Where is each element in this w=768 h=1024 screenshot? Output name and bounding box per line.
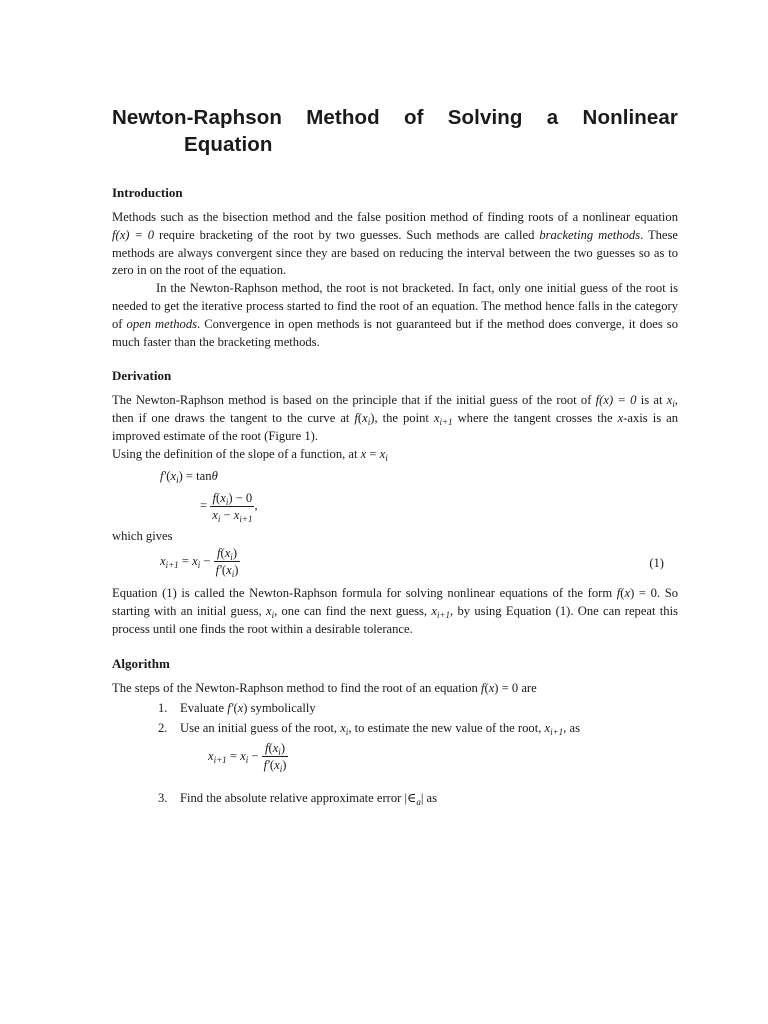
which-gives-label: which gives (112, 528, 173, 543)
derivation-paragraph-1: The Newton-Raphson method is based on the principle that if the initial guess of the root of f(x) = 0 is at $x_i$, then if one draws the tangent to the curve at $f(x_i)$, the point $x_{i+1}$ where the tangent crosses the x-axis is an improved estimate of the root (Figure 1). (112, 393, 678, 443)
slope-equation: $f'(x_i) = \tan\theta$ (160, 468, 218, 485)
newton-raphson-formula: $x_{i+1} = x_i$ − $\frac{f(x_i)}{f'(x_i)}$ (1) (160, 546, 664, 580)
equation-f-x-zero: f(x) = 0 (112, 227, 155, 242)
algorithm-intro: The steps of the Newton-Raphson method to find the root of an equation f(x) = 0 are (112, 680, 537, 695)
document-page (112, 104, 678, 808)
list-item: 3. Find the absolute relative approximate error $|\in_a|$ as (158, 791, 438, 808)
title-line-1: Newton-Raphson Method of Solving a Nonlinear (112, 106, 678, 129)
derivation-paragraph-2: Using the definition of the slope of a function, at $x = x_i$ (112, 446, 388, 463)
step-2-formula: $x_{i+1} = x_i$ − $\frac{f(x_i)}{f'(x_i)}$ (208, 741, 287, 775)
algorithm-steps-continued (112, 790, 678, 808)
derivation-heading: Derivation (112, 368, 172, 384)
equation-number: (1) (649, 556, 664, 571)
intro-paragraph-2: In the Newton-Raphson method, the root is not bracketed. In fact, only one initial guess of the root is needed to get the iterative process started to find the root of an equation. The method hence falls in the category of open methods. Convergence in open methods is not guaranteed but if the method does converge, it does so much faster than the bracketing methods. (112, 281, 678, 349)
title-line-2: Equation (184, 133, 273, 156)
derivation-paragraph-3: Equation (1) is called the Newton-Raphson formula for solving nonlinear equations of the form f(x) = 0. So starting with an initial guess, $x_i$, one can find the next guess, $x_{i+1}$, by using Equation (1). One can repeat this process until one finds the root within a desirable tolerance. (112, 586, 678, 636)
page-title (112, 104, 678, 158)
bracketing-methods-term: bracketing methods (539, 227, 641, 242)
open-methods-term: open methods (126, 316, 198, 331)
list-item: 1. Evaluate f′(x) symbolically (158, 700, 316, 715)
introduction-heading: Introduction (112, 185, 183, 200)
intro-paragraph-1: Methods such as the bisection method and the false position method of finding roots of a nonlinear equation f(x) = 0 require bracketing of the root by two guesses. Such methods are called bracketing methods. These methods are always convergent since they are based on reducing the interval between the two guesses so as to zero in on the root of the equation. (112, 210, 679, 278)
algorithm-heading: Algorithm (112, 655, 170, 671)
equation-f-x-zero: f(x) = 0 (595, 393, 637, 408)
algorithm-steps (112, 700, 678, 739)
slope-fraction-equation: = $\frac{f(x_i) - 0}{x_i - x_{i+1}}$ , (200, 490, 258, 524)
list-item: 2. Use an initial guess of the root, $x_i$, to estimate the new value of the root, $x_{i+1}$, as (158, 721, 580, 738)
